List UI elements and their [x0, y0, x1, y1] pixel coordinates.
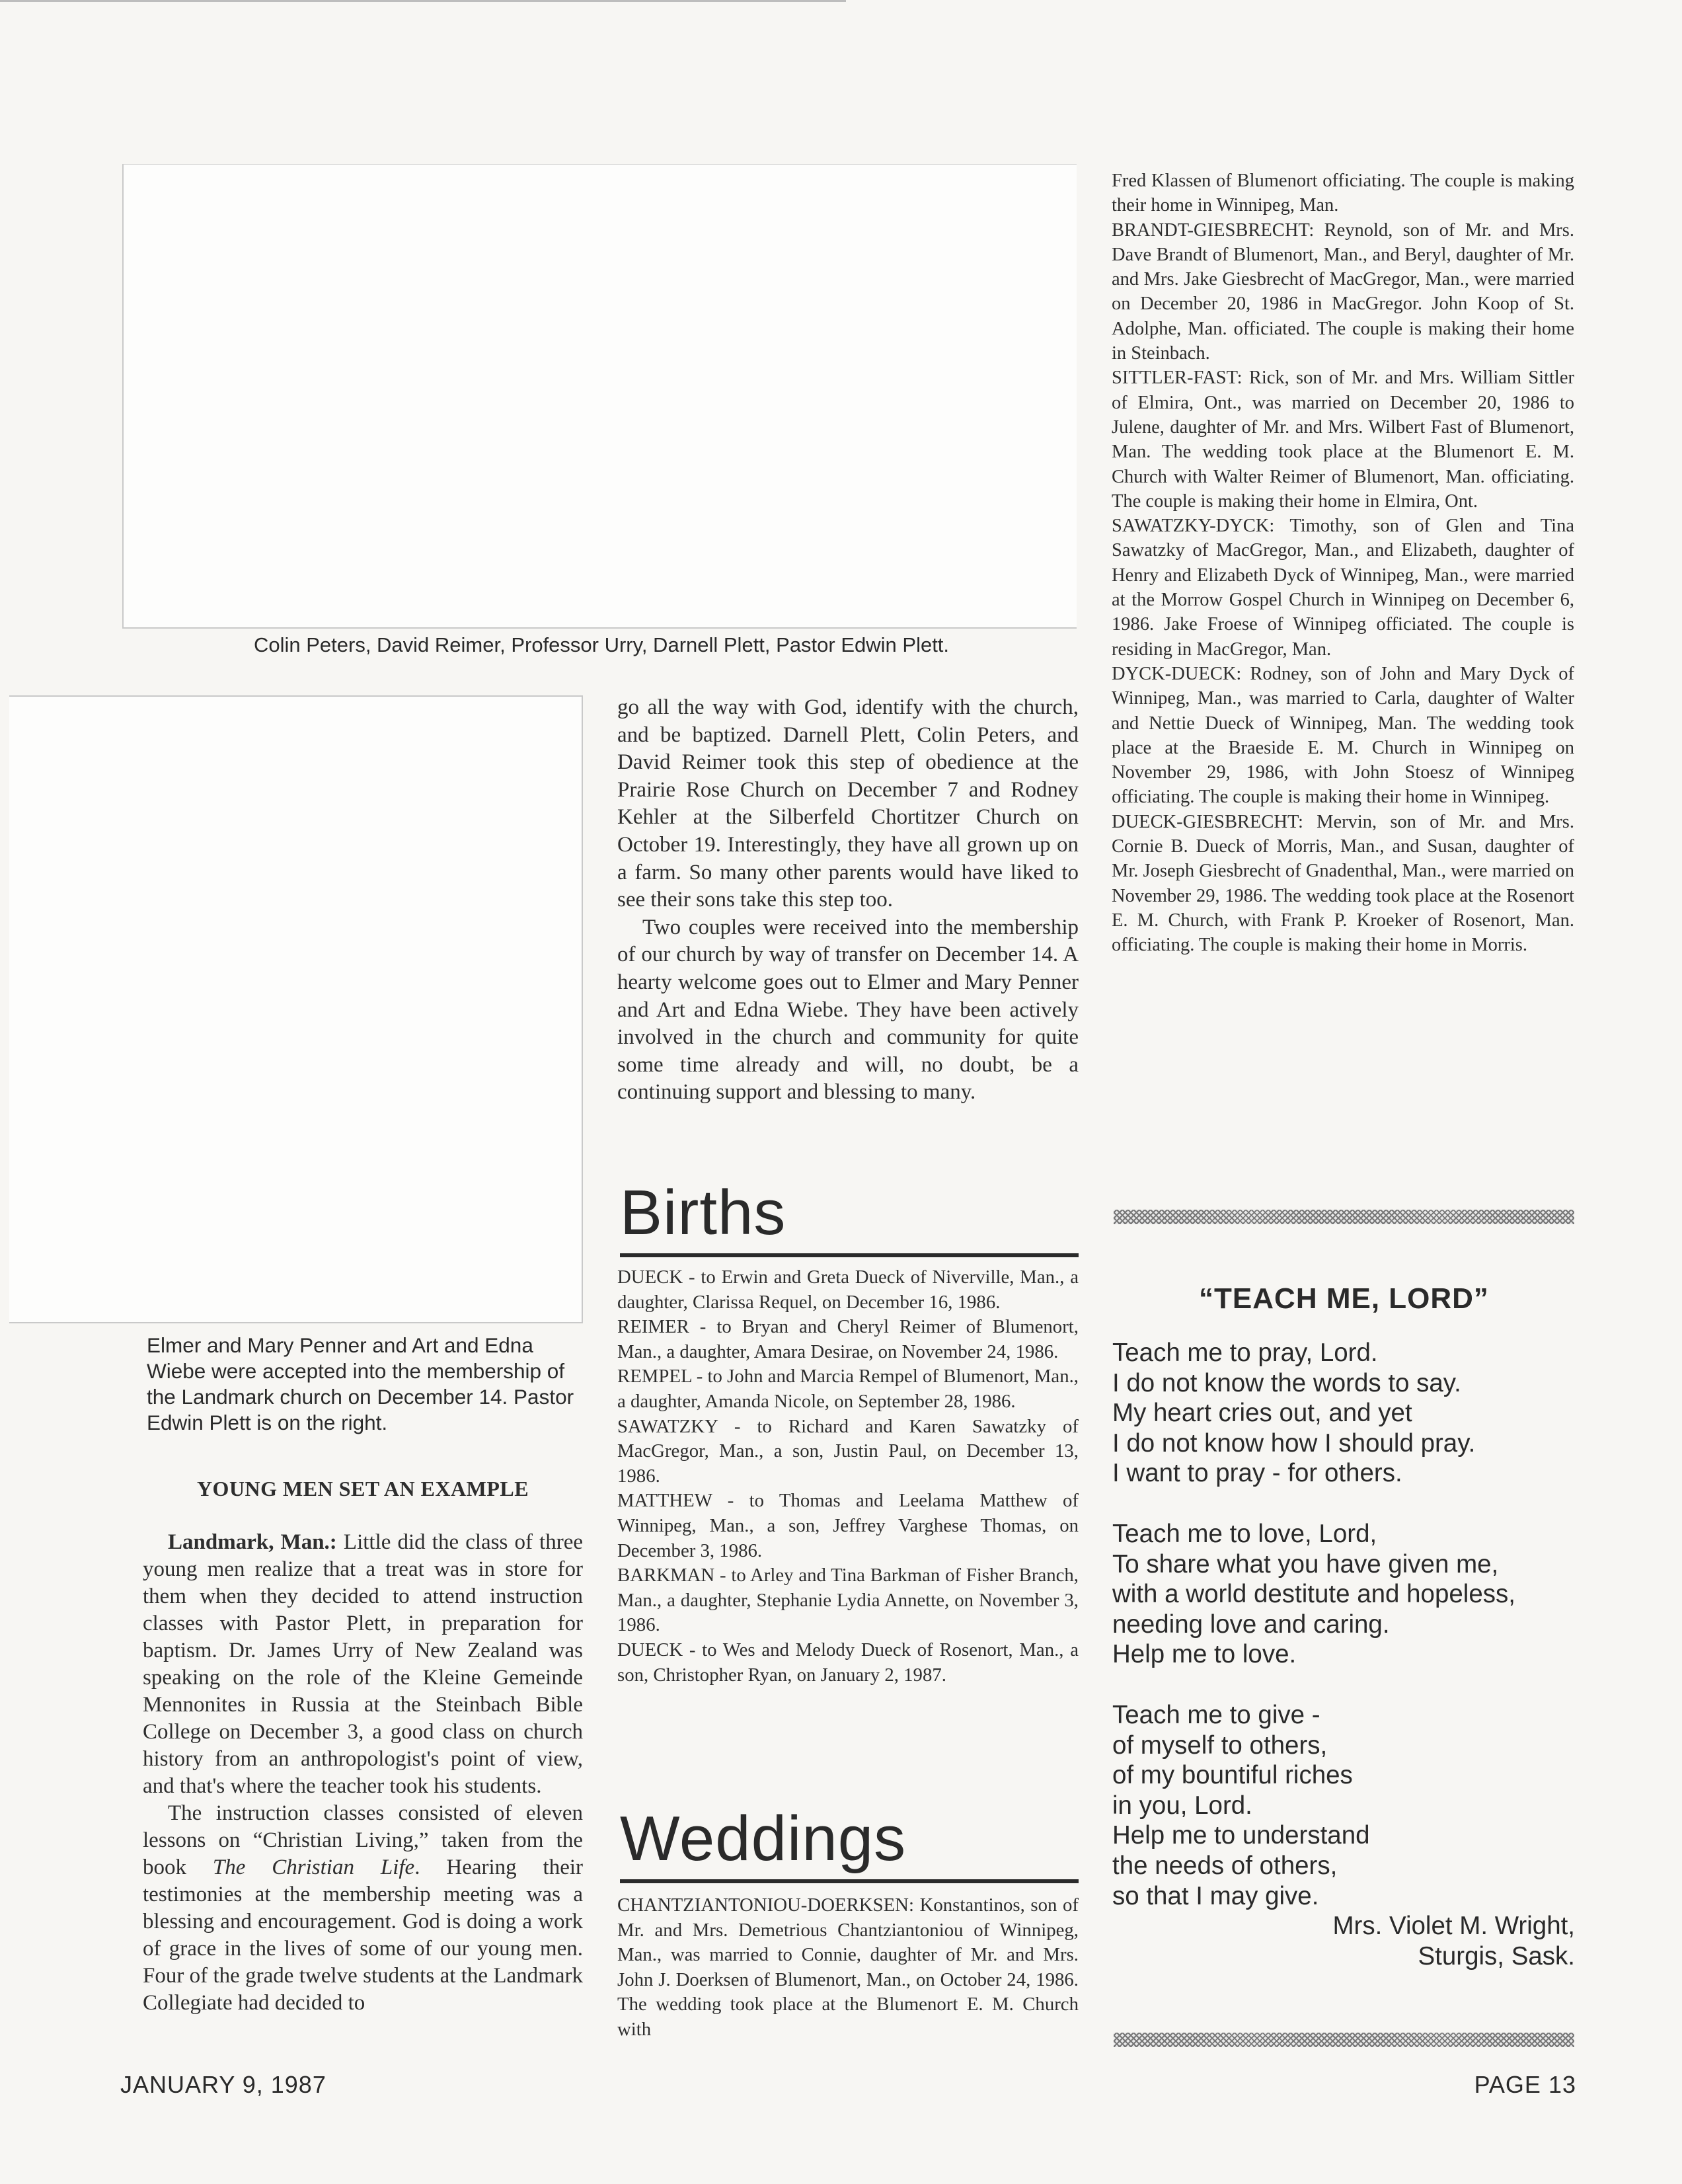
wedding-entry: DYCK-DUECK: Rodney, son of John and Mary Dyck of Winnipeg, Man., was married to Carla, daughter of Walter and Nettie Dueck of Winnipeg, Man. The wedding took place at the Braeside E. M. Church in Winnipeg on November 29, 1986, with John Stoesz of Winnipeg officiating. The couple is making their home in Winnipeg.	[1112, 663, 1574, 808]
poem-line: Help me to love.	[1112, 1640, 1297, 1669]
poem-line: My heart cries out, and yet	[1112, 1399, 1412, 1428]
wedding-entry: DUECK-GIESBRECHT: Mervin, son of Mr. and Mrs. Cornie B. Dueck of Morris, Man., and Susan, daughter of Mr. Joseph Giesbrecht of Gnadenthal, Man., were married on November 29, 1986. The wedding took place at the Rosenort E. M. Church, with Frank P. Kroeker of Rosenort, Man. officiating. The couple is making their home in Morris.	[1112, 811, 1574, 956]
wedding-entry: SAWATZKY-DYCK: Timothy, son of Glen and Tina Sawatzky of MacGregor, Man., and Elizabeth, daughter of Henry and Elizabeth Dyck of Winnipeg, Man., were married at the Morrow Gospel Church in Winnipeg on December 6, 1986. Jake Froese of Winnipeg officiated. The couple is residing in MacGregor, Man.	[1112, 516, 1574, 660]
photo-couples	[9, 695, 583, 1323]
ornament-divider-bottom	[1114, 2033, 1574, 2047]
wedding-entry: SITTLER-FAST: Rick, son of Mr. and Mrs. William Sittler of Elmira, Ont., was married on December 20, 1986 to Julene, daughter of Mr. and Mrs. Wilbert Fast of Blumenort, Man. The wedding took place at the Blumenort E. M. Church with Walter Reimer of Blumenort, Man. officiating. The couple is making their home in Elmira, Ont.	[1112, 368, 1574, 512]
poem-stanza	[1112, 1338, 1575, 1489]
poem-line: in you, Lord.	[1112, 1791, 1252, 1820]
poem-author-location: Sturgis, Sask.	[1418, 1941, 1575, 1970]
article-paragraph-text: Little did the class of three young men realize that a treat was in store for them when they decided to attend instruction classes with Pastor Plett, in preparation for baptism. Dr. James Urry of New Zealand was speaking on the role of the Kleine Gemeinde Mennonites in Russia at the Steinbach Bible College on December 3, a good class on church history from an anthropologist's point of view, and that's where the teacher took his students.	[143, 1530, 583, 1798]
poem-line: Teach me to give -	[1112, 1700, 1320, 1729]
weddings-right-column	[1112, 169, 1574, 958]
birth-entry: REMPEL - to John and Marcia Rempel of Blumenort, Man., a daughter, Amanda Nicole, on September 28, 1986.	[617, 1366, 1079, 1412]
birth-entry: DUECK - to Wes and Melody Dueck of Rosenort, Man., a son, Christopher Ryan, on January 2, 1987.	[617, 1639, 1079, 1686]
article-heading: YOUNG MEN SET AN EXAMPLE	[196, 1477, 529, 1501]
poem-author: Mrs. Violet M. Wright,	[1332, 1912, 1575, 1941]
footer-date: JANUARY 9, 1987	[120, 2071, 326, 2098]
article-middle-column	[617, 694, 1079, 1107]
article-paragraph-text: The instruction classes consisted of eleven lessons on “Christian Living,” taken from the book	[143, 1801, 583, 1879]
poem-line: so that I may give.	[1112, 1881, 1319, 1910]
poem-line: Teach me to pray, Lord.	[1112, 1339, 1378, 1367]
wedding-entry: CHANTZIANTONIOU-DOERKSEN: Konstantinos, son of Mr. and Mrs. Demetrious Chantziantoniou of Winnipeg, Man., was married to Connie, daughter of Mr. and Mrs. John J. Doerksen of Blumenort, Man., on October 24, 1986. The wedding took place at the Blumenort E. M. Church with	[617, 1894, 1079, 2040]
page-number: PAGE 13	[1474, 2071, 1576, 2098]
birth-entry: SAWATZKY - to Richard and Karen Sawatzky of MacGregor, Man., a son, Justin Paul, on December 13, 1986.	[617, 1415, 1079, 1487]
article-left-column	[143, 1475, 583, 2017]
top-rule	[0, 0, 846, 2]
article-dateline: Landmark, Man.:	[168, 1530, 337, 1554]
poem-line: Teach me to love, Lord,	[1112, 1519, 1377, 1548]
ornament-divider-top	[1114, 1210, 1574, 1224]
poem-line: I want to pray - for others.	[1112, 1459, 1402, 1488]
photo-caption-couples: Elmer and Mary Penner and Art and Edna Wiebe were accepted into the membership of the Landmark church on December 14. Pastor Edwin Plett is on the right.	[147, 1333, 574, 1434]
poem-line: of my bountiful riches	[1112, 1761, 1353, 1790]
photo-group-class	[122, 164, 1077, 629]
poem-stanza	[1112, 1700, 1575, 1911]
poem-line: needing love and caring.	[1112, 1610, 1390, 1639]
book-title: The Christian Life	[212, 1855, 415, 1879]
poem-line: I do not know the words to say.	[1112, 1368, 1461, 1397]
poem-line: To share what you have given me,	[1112, 1549, 1499, 1579]
births-heading: Births	[620, 1177, 1079, 1257]
weddings-heading: Weddings	[620, 1803, 1079, 1883]
birth-entry: MATTHEW - to Thomas and Leelama Matthew of Winnipeg, Man., a son, Jeffrey Varghese Thomas, on December 3, 1986.	[617, 1490, 1079, 1561]
wedding-entry: BRANDT-GIESBRECHT: Reynold, son of Mr. and Mrs. Dave Brandt of Blumenort, Man., and Beryl, daughter of Mr. and Mrs. Jake Giesbrecht of MacGregor, Man., were married on December 20, 1986 in MacGregor. John Koop of St. Adolphe, Man. officiated. The couple is making their home in Steinbach.	[1112, 219, 1574, 364]
birth-entry: BARKMAN - to Arley and Tina Barkman of Fisher Branch, Man., a daughter, Stephanie Lydia Annette, on November 3, 1986.	[617, 1565, 1079, 1636]
poem-line: the needs of others,	[1112, 1851, 1338, 1880]
poem-body	[1112, 1338, 1575, 1971]
article-paragraph: Two couples were received into the membership of our church by way of transfer on December 14. A hearty welcome goes out to Elmer and Mary Penner and Art and Edna Wiebe. They have been actively involved in the church and community for quite some time already and will, no doubt, be a continuing support and blessing to many.	[617, 915, 1079, 1105]
wedding-entry: Fred Klassen of Blumenort officiating. The couple is making their home in Winnipeg, Man.	[1112, 171, 1574, 216]
photo-caption-class: Colin Peters, David Reimer, Professor Urry, Darnell Plett, Pastor Edwin Plett.	[253, 633, 950, 656]
births-list	[617, 1265, 1079, 1688]
poem-line: I do not know how I should pray.	[1112, 1428, 1476, 1458]
weddings-list-start	[617, 1893, 1079, 2043]
article-paragraph	[143, 1800, 583, 2017]
article-paragraph	[143, 1529, 583, 1800]
birth-entry: REIMER - to Bryan and Cheryl Reimer of Blumenort, Man., a daughter, Amara Desirae, on November 24, 1986.	[617, 1316, 1079, 1362]
article-paragraph-text: . Hearing their testimonies at the membership meeting was a blessing and encouragement. God is doing a work of grace in the lives of some of our young men. Four of the grade twelve students at the Landmark Collegiate had decided to	[143, 1855, 584, 2015]
poem-line: with a world destitute and hopeless,	[1112, 1580, 1515, 1609]
poem-stanza	[1112, 1519, 1575, 1670]
birth-entry: DUECK - to Erwin and Greta Dueck of Niverville, Man., a daughter, Clarissa Requel, on December 16, 1986.	[617, 1267, 1079, 1313]
poem-title: “TEACH ME, LORD”	[1199, 1282, 1489, 1315]
article-paragraph: go all the way with God, identify with the church, and be baptized. Darnell Plett, Colin Peters, and David Reimer took this step of obedience at the Prairie Rose Church on December 7 and Rodney Kehler at the Silberfeld Chortitzer Church on October 19. Interestingly, they have all grown up on a farm. So many other parents would have liked to see their sons take this step too.	[617, 695, 1079, 912]
poem-line: Help me to understand	[1112, 1821, 1370, 1850]
poem-line: of myself to others,	[1112, 1731, 1328, 1760]
